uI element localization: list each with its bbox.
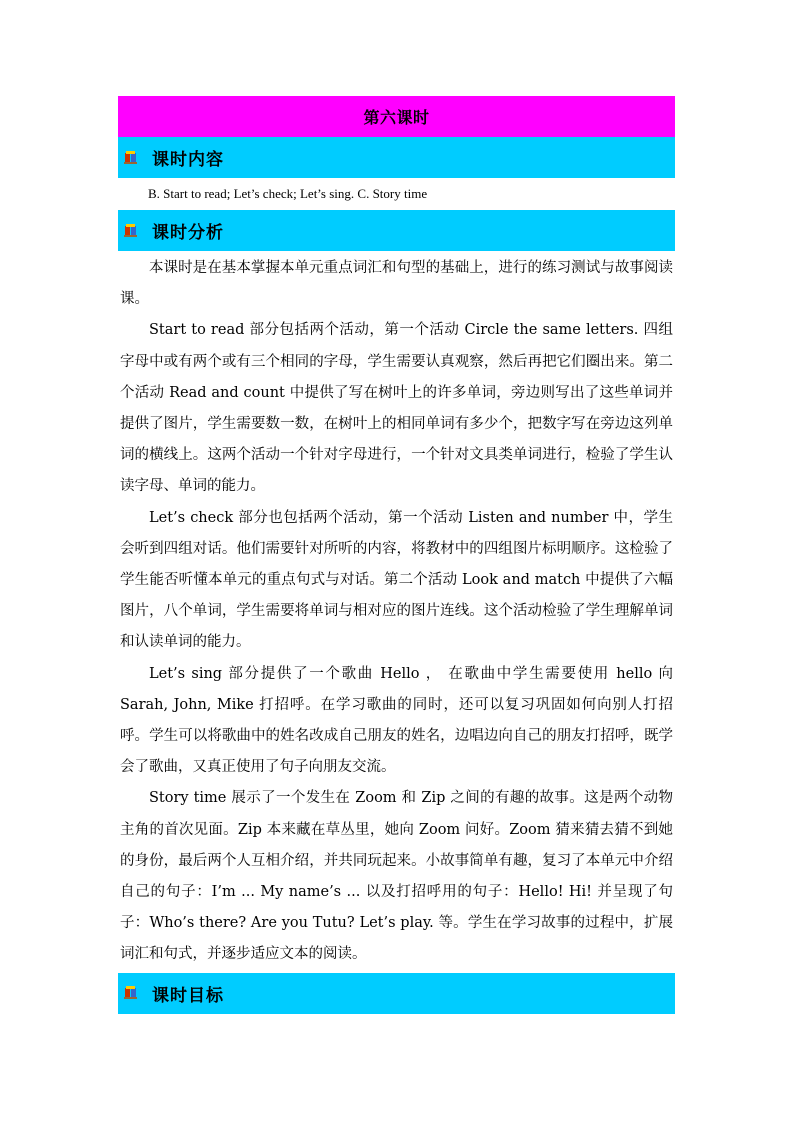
lesson-title: 第六课时 [363,108,430,127]
analysis-paragraph-3: Let’s check 部分也包括两个活动，第一个活动 Listen and number 中，学生会听到四组对话。他们需要针对所听的内容，将教材中的四组图片标明顺序。这检验了学生能否听懂本单元的重点句式与对话。第二个活动 Look and match 中提供了六幅图片，八个单词，学生需要将单词与相对应的图片连线。这个活动检验了学生理解单词和认读单词的能力。 [120,509,673,651]
book-bullet-icon [124,224,138,238]
section-heading: 课时分析 [152,223,224,243]
book-bullet-icon [124,151,138,165]
analysis-paragraph-2: Start to read 部分包括两个活动，第一个活动 Circle the same letters. 四组字母中或有两个或有三个相同的字母，学生需要认真观察，然后再把它们圈出来。第二个活动 Read and count 中提供了写在树叶上的许多单词，旁边则写出了这些单词并提供了图片，学生需要数一数，在树叶上的相同单词有多少个，把数字写在旁边这列单词的横线上。这两个活动一个针对字母进行，一个针对文具类单词进行，检验了学生认读字母、单词的能力。 [120,322,673,495]
analysis-paragraph-5: Story time 展示了一个发生在 Zoom 和 Zip 之间的有趣的故事。这是两个动物主角的首次见面。Zip 本来藏在草丛里，她向 Zoom 问好。Zoom 猜来猜去猜不到她的身份，最后两个人互相介绍，并共同玩起来。小故事简单有趣，复习了本单元中介绍自己的句子：I’m ... My name’s ... 以及打招呼用的句子：Hello! Hi! 并呈现了句子：Who’s there? Are you Tutu? Let’s play. 等。学生在学习故事的过程中，扩展词汇和句式，并逐步适应文本的阅读。 [120,790,673,963]
section-heading: 课时目标 [152,985,224,1006]
section-header-content [118,137,675,178]
section-heading: 课时内容 [152,150,224,170]
lesson-title-bar [118,96,675,137]
analysis-paragraph-4: Let’s sing 部分提供了一个歌曲 Hello ， 在歌曲中学生需要使用 hello 向 Sarah, John, Mike 打招呼。在学习歌曲的同时，还可以复习巩固如何向别人打招呼。学生可以将歌曲中的姓名改成自己朋友的姓名，边唱边向自己的朋友打招呼，既学会了歌曲，又真正使用了句子向朋友交流。 [120,665,673,776]
book-bullet-icon [124,986,138,1000]
section-header-analysis [118,210,675,251]
lesson-content-text: B. Start to read; Let’s check; Let’s sing. C. Story time [148,186,428,201]
section-header-goals [118,973,675,1014]
lesson-page [118,96,675,1014]
analysis-body [118,251,675,973]
analysis-paragraph-1: 本课时是在基本掌握本单元重点词汇和句型的基础上，进行的练习测试与故事阅读课。 [120,260,673,308]
